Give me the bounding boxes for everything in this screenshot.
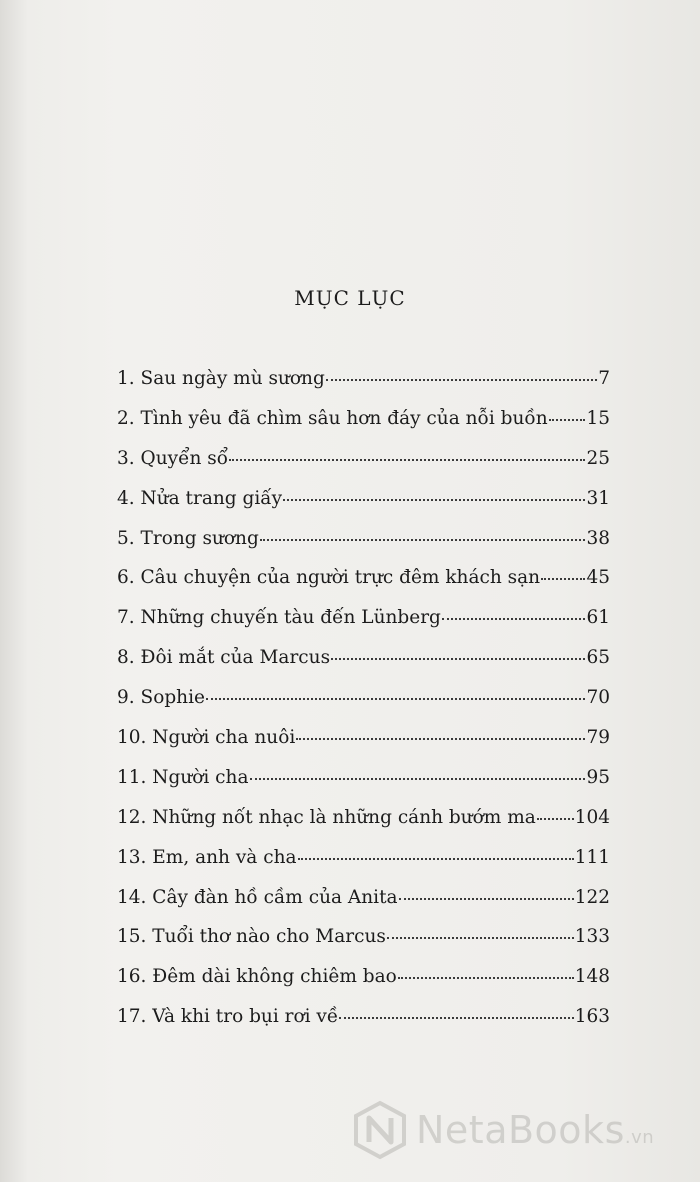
toc-entry-page: 79	[586, 727, 610, 749]
toc-entry-page: 15	[586, 407, 610, 429]
toc-entry-9	[117, 687, 610, 727]
dot-leader	[442, 617, 586, 620]
toc-entry-page: 25	[586, 447, 610, 469]
toc-entry-label: 14. Cây đàn hồ cầm của Anita	[117, 886, 398, 908]
toc-entry-page: 163	[574, 1006, 610, 1028]
toc-entry-page: 148	[574, 966, 610, 988]
toc-entry-5	[117, 528, 610, 568]
toc-entry-page: 122	[574, 886, 610, 908]
toc-entry-label: 1. Sau ngày mù sương	[117, 368, 325, 389]
dot-leader	[229, 458, 585, 461]
toc-entry-7	[117, 607, 610, 647]
dot-leader	[387, 936, 574, 939]
dot-leader	[298, 857, 574, 860]
dot-leader	[296, 737, 585, 740]
toc-entry-17	[117, 1006, 610, 1046]
toc-entry-8	[117, 647, 610, 687]
dot-leader	[331, 657, 585, 660]
toc-entry-label: 11. Người cha	[117, 766, 249, 788]
toc-entry-label: 2. Tình yêu đã chìm sâu hơn đáy của nỗi buồn	[117, 407, 548, 429]
watermark-text	[416, 1108, 654, 1152]
dot-leader	[283, 498, 585, 501]
dot-leader	[326, 378, 597, 381]
toc-entry-page: 111	[574, 846, 610, 868]
toc-entry-page: 45	[586, 567, 610, 589]
toc-entry-page: 70	[586, 687, 610, 709]
toc-entry-label: 4. Nửa trang giấy	[117, 487, 283, 509]
dot-leader	[549, 418, 586, 421]
toc-entry-page: 95	[586, 766, 610, 788]
table-of-contents	[117, 368, 610, 1046]
toc-entry-page: 7	[598, 368, 610, 389]
toc-entry-label: 15. Tuổi thơ nào cho Marcus	[117, 926, 386, 948]
page-title: MỤC LỤC	[294, 286, 406, 310]
dot-leader	[206, 697, 585, 700]
toc-entry-page: 133	[574, 926, 610, 948]
toc-entry-page: 104	[574, 806, 610, 828]
toc-entry-label: 13. Em, anh và cha	[117, 846, 297, 868]
toc-entry-label: 12. Những nốt nhạc là những cánh bướm ma	[117, 806, 536, 828]
toc-entry-page: 65	[586, 647, 610, 669]
toc-entry-3	[117, 448, 610, 488]
toc-entry-label: 17. Và khi tro bụi rơi về	[117, 1006, 339, 1028]
toc-entry-page: 31	[586, 487, 610, 509]
toc-entry-10	[117, 727, 610, 767]
watermark-brand: NetaBooks	[416, 1108, 625, 1152]
dot-leader	[260, 538, 586, 541]
toc-entry-1	[117, 368, 610, 408]
toc-entry-6	[117, 567, 610, 607]
watermark-tld: .vn	[624, 1127, 655, 1148]
dot-leader	[541, 577, 585, 580]
dot-leader	[339, 1016, 573, 1019]
watermark-logo	[352, 1098, 692, 1162]
toc-entry-page: 38	[586, 527, 610, 549]
toc-entry-15	[117, 926, 610, 966]
toc-entry-label: 7. Những chuyến tàu đến Lünberg	[117, 607, 441, 629]
toc-entry-label: 16. Đêm dài không chiêm bao	[117, 966, 397, 988]
toc-entry-2	[117, 408, 610, 448]
toc-entry-4	[117, 488, 610, 528]
toc-entry-12	[117, 807, 610, 847]
toc-entry-label: 8. Đôi mắt của Marcus	[117, 647, 331, 669]
toc-entry-label: 5. Trong sương	[117, 527, 259, 549]
dot-leader	[398, 976, 574, 979]
toc-entry-13	[117, 847, 610, 887]
dot-leader	[537, 817, 574, 820]
netabooks-hexagon-icon	[352, 1100, 408, 1160]
toc-entry-label: 6. Câu chuyện của người trực đêm khách sạn	[117, 567, 541, 589]
toc-entry-label: 10. Người cha nuôi	[117, 727, 296, 749]
toc-entry-page: 61	[586, 607, 610, 629]
toc-entry-label: 9. Sophie	[117, 687, 205, 709]
toc-entry-label: 3. Quyển sổ	[117, 447, 229, 469]
toc-entry-16	[117, 966, 610, 1006]
toc-entry-11	[117, 767, 610, 807]
toc-entry-14	[117, 887, 610, 927]
dot-leader	[250, 777, 586, 780]
dot-leader	[399, 897, 574, 900]
